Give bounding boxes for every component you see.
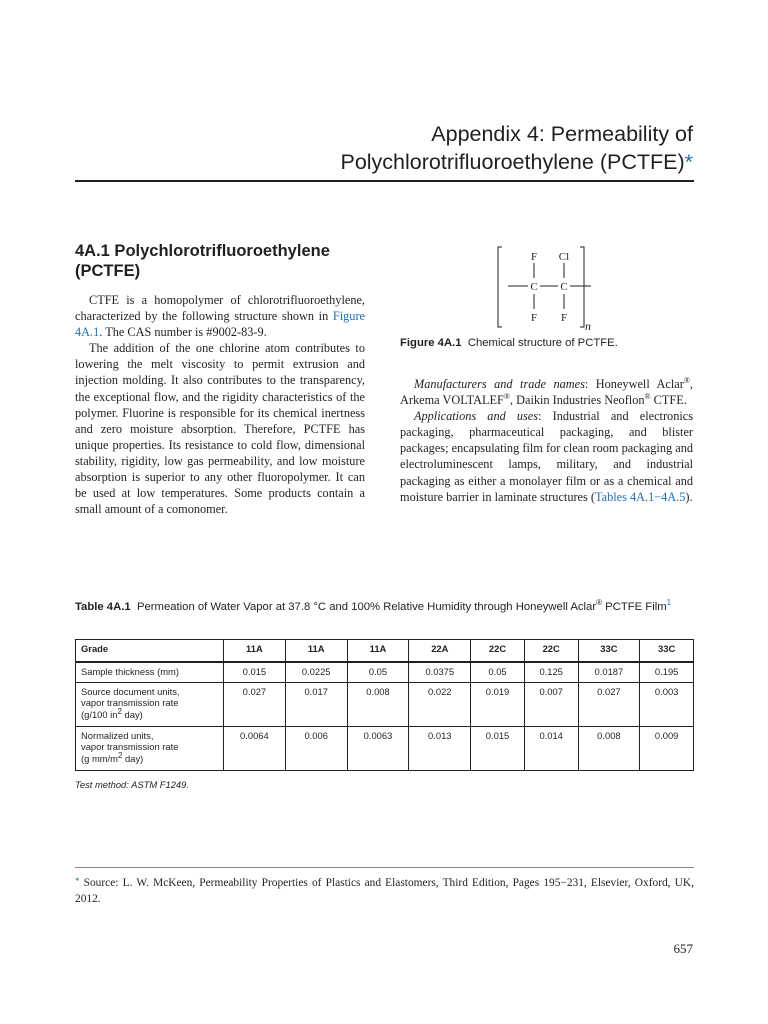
- title-divider: [75, 180, 694, 182]
- table-caption-text: Permeation of Water Vapor at 37.8 °C and 100% Relative Humidity through Honeywell Aclar: [136, 601, 597, 613]
- unit-text: (g/100 in: [81, 708, 118, 720]
- atom-f-bottom-left: F: [530, 312, 538, 324]
- table-cell: 0.0064: [224, 726, 286, 770]
- table-cell: 0.003: [640, 682, 694, 726]
- table-cell: 0.125: [524, 662, 578, 682]
- figure-caption-label: Figure 4A.1: [400, 337, 462, 349]
- table-cell: 0.0225: [285, 662, 347, 682]
- body-text: , Arkema VOLTALEF: [400, 377, 693, 408]
- footnote-marker: *: [75, 876, 80, 886]
- table-footnote-ref[interactable]: 1: [666, 598, 672, 608]
- registered-mark: ®: [503, 392, 510, 401]
- atom-cl-top: Cl: [558, 251, 570, 263]
- row-label: [76, 726, 224, 770]
- right-bracket: [580, 247, 584, 327]
- table-cell: 0.013: [409, 726, 471, 770]
- table-caption: [75, 600, 700, 615]
- section-heading: [75, 241, 375, 281]
- table-row: [76, 682, 694, 726]
- table-row: [76, 726, 694, 770]
- table-cell: 0.015: [224, 662, 286, 682]
- figure-link[interactable]: Figure 4A.1: [75, 309, 365, 340]
- title-line-1: Appendix 4: Permeability of: [431, 122, 693, 146]
- column-header: 33C: [578, 640, 640, 663]
- title-line-2: [340, 148, 693, 176]
- table-cell: 0.019: [471, 682, 525, 726]
- registered-mark: ®: [683, 375, 690, 385]
- table-note: Test method: ASTM F1249.: [75, 779, 189, 790]
- table-cell: 0.007: [524, 682, 578, 726]
- table-cell: 0.006: [285, 726, 347, 770]
- page-title: [340, 120, 693, 176]
- unit-text: (g mm/m: [81, 752, 118, 764]
- body-text: , Daikin Industries Neoflon: [509, 393, 645, 408]
- row-label-line: [81, 750, 218, 765]
- table-cell: 0.015: [471, 726, 525, 770]
- atom-f-bottom-right: F: [560, 312, 568, 324]
- row-label: [76, 682, 224, 726]
- permeation-table: [75, 639, 694, 771]
- registered-mark: ®: [644, 392, 651, 401]
- table-cell: 0.05: [471, 662, 525, 682]
- tables-link[interactable]: Tables 4A.1−4A.5: [594, 489, 686, 504]
- repeat-subscript: n: [585, 319, 591, 333]
- body-text: : Industrial and electronics packaging, pharmaceutical packaging, and blister packages; encapsulating film for clean room packaging and electroluminescent lamps, military, and industrial packaging as either a monolayer film or as a chemical and moisture barrier in laminate structures (: [400, 409, 693, 504]
- column-header: 22C: [524, 640, 578, 663]
- atom-c-left: C: [530, 281, 538, 293]
- column-header: 33C: [640, 640, 694, 663]
- unit-exponent: 2: [117, 750, 123, 760]
- row-label-line: vapor transmission rate: [81, 697, 179, 708]
- page-number: 657: [673, 941, 693, 956]
- column-header: Grade: [76, 640, 224, 663]
- table-caption-label: Table 4A.1: [75, 601, 131, 613]
- row-label-line: [81, 706, 218, 721]
- body-text: . The CAS number is #9002-83-9.: [99, 325, 267, 340]
- right-column: [400, 376, 693, 505]
- section-heading-line-1: 4A.1 Polychlorotrifluoroethylene: [75, 242, 330, 260]
- paragraph-label: Applications and uses: [414, 409, 539, 424]
- atom-f-top: F: [530, 251, 538, 263]
- registered-mark: ®: [596, 598, 602, 608]
- table-cell: 0.008: [347, 682, 409, 726]
- table-cell: 0.05: [347, 662, 409, 682]
- title-line-2-text: Polychlorotrifluoroethylene (PCTFE): [340, 150, 685, 174]
- table-cell: 0.0063: [347, 726, 409, 770]
- figure-caption-text: Chemical structure of PCTFE.: [467, 337, 618, 349]
- body-paragraph-4: [400, 408, 693, 505]
- table-caption-text: PCTFE Film: [602, 601, 667, 613]
- unit-text: day): [122, 752, 144, 764]
- table-row: [76, 662, 694, 682]
- body-paragraph-1: [75, 292, 365, 340]
- body-paragraph-3: [400, 376, 693, 408]
- table-header-row: [76, 640, 694, 663]
- table-cell: 0.022: [409, 682, 471, 726]
- body-text: CTFE.: [650, 393, 687, 408]
- table-cell: 0.195: [640, 662, 694, 682]
- row-label-line: Source document units,: [81, 685, 180, 697]
- column-header: 11A: [285, 640, 347, 663]
- row-label-line: Normalized units,: [81, 729, 154, 741]
- body-text: CTFE is a homopolymer of chlorotrifluoroethylene, characterized by the following structure shown in: [75, 293, 365, 324]
- table-cell: 0.017: [285, 682, 347, 726]
- paragraph-label: Manufacturers and trade names: [414, 377, 585, 391]
- table-cell: 0.0375: [409, 662, 471, 682]
- body-text: : Honeywell Aclar: [584, 377, 684, 391]
- row-label-line: vapor transmission rate: [81, 741, 179, 752]
- body-text: ).: [685, 489, 693, 504]
- column-header: 11A: [347, 640, 409, 663]
- table-cell: 0.0187: [578, 662, 640, 682]
- left-column: [75, 292, 365, 517]
- unit-text: day): [121, 708, 143, 720]
- table-cell: 0.008: [578, 726, 640, 770]
- chemical-structure: [496, 243, 596, 333]
- column-header: 22C: [471, 640, 525, 663]
- column-header: 11A: [224, 640, 286, 663]
- body-paragraph-2: The addition of the one chlorine atom contributes to lowering the melt viscosity to permit extrusion and injection molding. It also contributes to the transparency, the exceptional flow, and the rigidity characteristics of the polymer. Fluorine is responsible for its chemical inertness and zero moisture absorption. Therefore, PCTFE has unique properties. Its resistance to cold flow, dimensional stability, rigidity, low gas permeability, and low moisture absorption is superior to any other fluoropolymer. It can be used at low temperatures. Some products contain a small amount of a comonomer.: [75, 341, 365, 517]
- atom-c-right: C: [560, 281, 568, 293]
- left-bracket: [498, 247, 502, 327]
- figure-caption: [400, 337, 618, 349]
- footnote-divider: [75, 867, 694, 868]
- footnote-text: Source: L. W. McKeen, Permeability Properties of Plastics and Elastomers, Third Edition, Pages 195−231, Elsevier, Oxford, UK, 2012.: [75, 877, 694, 905]
- table-cell: 0.009: [640, 726, 694, 770]
- section-heading-line-2: (PCTFE): [75, 262, 141, 280]
- table-cell: 0.027: [224, 682, 286, 726]
- title-footnote-marker[interactable]: *: [684, 150, 693, 174]
- table-cell: 0.027: [578, 682, 640, 726]
- row-label: Sample thickness (mm): [76, 662, 224, 682]
- footnote: [75, 873, 694, 907]
- unit-exponent: 2: [117, 706, 122, 716]
- column-header: 22A: [409, 640, 471, 663]
- table-cell: 0.014: [524, 726, 578, 770]
